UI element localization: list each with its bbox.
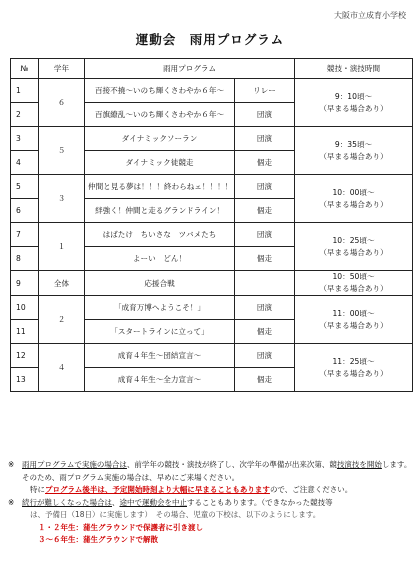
- time-start: 9：35頃〜: [334, 139, 373, 149]
- note-cancellation: [8, 497, 416, 510]
- grade-cell: ５: [39, 127, 85, 175]
- time-cell: [295, 127, 413, 175]
- event-name: 絆強く！仲間と走るグランドライン！: [85, 199, 235, 223]
- note-text: 、前学年の競技・演技が終了し、次学年の準備が出来次第、競: [126, 460, 337, 469]
- event-name: 応援合戦: [85, 271, 235, 296]
- time-start: 10：00頃〜: [332, 187, 375, 197]
- time-start: 11：25頃〜: [332, 356, 375, 366]
- note-text: 続行が難しくなった場合は: [22, 497, 112, 507]
- time-note: （早まる場合あり）: [319, 103, 388, 113]
- program-table: [10, 58, 413, 392]
- event-name: はばたけ ちいさな ツバメたち: [85, 223, 235, 247]
- page-title: 運動会 雨用プログラム: [135, 32, 285, 47]
- event-name: ダイナミックソーラン: [85, 127, 235, 151]
- event-name: 百旗繚乱〜いのち輝くさわやか６年〜: [85, 103, 235, 127]
- row-no: 7: [11, 223, 39, 247]
- dismissal-lower: [8, 522, 416, 535]
- row-no: 5: [11, 175, 39, 199]
- time-note: （早まる場合あり）: [319, 320, 388, 330]
- event-type: 個走: [235, 247, 295, 271]
- row-no: 12: [11, 344, 39, 368]
- event-name: ダイナミック徒競走: [85, 151, 235, 175]
- note-text: 特に: [30, 485, 45, 494]
- note-text: は、予備日（18日）に実施します） その場合、児童の下校は、以下のようにします。: [30, 510, 321, 519]
- grade-cell: ４: [39, 344, 85, 392]
- table-header-row: [11, 59, 413, 79]
- event-type: 団演: [235, 223, 295, 247]
- dismissal-upper: [8, 534, 416, 547]
- event-name: 仲間と見る夢は！！！終わらねェ！！！！: [85, 175, 235, 199]
- grade-cell: ２: [39, 296, 85, 344]
- event-type: 個走: [235, 199, 295, 223]
- event-type: 個走: [235, 151, 295, 175]
- row-no: 1: [11, 79, 39, 103]
- time-start: 10：25頃〜: [332, 235, 375, 245]
- time-cell: [295, 223, 413, 271]
- event-name: 百接不撓〜いのち輝くさわやか６年〜: [85, 79, 235, 103]
- time-start: 10：50頃〜: [332, 272, 375, 281]
- note-highlight: プログラム後半は、予定開始時刻より大幅に早まることもあります: [45, 485, 270, 494]
- time-note: （早まる場合あり）: [319, 247, 388, 257]
- note-early-start: [8, 459, 416, 484]
- row-no: 2: [11, 103, 39, 127]
- note-early-emphasis: [8, 484, 416, 497]
- event-type: 個走: [235, 320, 295, 344]
- note-text: ３〜６年生：蒲生グラウンドで解散: [38, 535, 158, 544]
- row-no: 9: [11, 271, 39, 296]
- note-text: 途中で運動会を中止: [119, 497, 187, 507]
- row-no: 4: [11, 151, 39, 175]
- note-text: することもあります。（できなかった競技等: [187, 497, 333, 507]
- event-type: 団演: [235, 296, 295, 320]
- event-name: よーい どん！: [85, 247, 235, 271]
- row-no: 11: [11, 320, 39, 344]
- grade-cell: １: [39, 223, 85, 271]
- note-text: １・２年生：蒲生グラウンドで保護者に引き渡し: [38, 522, 203, 532]
- time-cell: [295, 344, 413, 392]
- time-cell: [295, 175, 413, 223]
- note-text: ので、ご注意ください。: [269, 485, 353, 494]
- note-text: 、: [112, 497, 120, 507]
- table-row: [11, 296, 413, 320]
- grade-cell: ６: [39, 79, 85, 127]
- time-cell: [295, 79, 413, 127]
- event-type: [235, 271, 295, 296]
- event-name: 成育４年生〜全力宣言〜: [85, 368, 235, 392]
- table-row: [11, 175, 413, 199]
- table-row: [11, 127, 413, 151]
- row-no: 10: [11, 296, 39, 320]
- table-row: [11, 223, 413, 247]
- event-type: リレー: [235, 79, 295, 103]
- event-type: 団演: [235, 103, 295, 127]
- time-start: 11：00頃〜: [332, 308, 375, 318]
- note-text: 技演技を開始: [336, 460, 382, 469]
- row-no: 13: [11, 368, 39, 392]
- note-text: します。そのため、雨プログラム実施の場合は、早めにご来場ください。: [22, 460, 412, 482]
- event-name: 「成育万博へようこそ！」: [85, 296, 235, 320]
- col-header-grade: 学年: [39, 59, 85, 79]
- event-name: 「スタートラインに立って」: [85, 320, 235, 344]
- time-cell: [295, 271, 413, 296]
- event-name: 成育４年生〜団結宣言〜: [85, 344, 235, 368]
- note-mark: ※: [8, 497, 15, 507]
- row-no: 8: [11, 247, 39, 271]
- notes-section: [8, 459, 416, 547]
- col-header-time: 競技・演技時間: [295, 59, 413, 79]
- table-row: [11, 271, 413, 296]
- col-header-no: №: [11, 59, 39, 79]
- col-header-program: 雨用プログラム: [85, 59, 295, 79]
- note-mark: ※: [8, 460, 15, 469]
- note-text: 雨用プログラムで実施の場合は: [22, 460, 127, 469]
- time-cell: [295, 296, 413, 344]
- event-type: 団演: [235, 175, 295, 199]
- grade-cell: 全体: [39, 271, 85, 296]
- time-start: 9：10頃〜: [334, 91, 373, 101]
- school-name: 大阪市立成育小学校: [334, 11, 406, 20]
- event-type: 団演: [235, 127, 295, 151]
- event-type: 個走: [235, 368, 295, 392]
- time-note: （早まる場合あり）: [319, 151, 388, 161]
- note-reserve-day: [8, 509, 416, 522]
- row-no: 6: [11, 199, 39, 223]
- grade-cell: ３: [39, 175, 85, 223]
- time-note: （早まる場合あり）: [319, 368, 388, 378]
- event-type: 団演: [235, 344, 295, 368]
- row-no: 3: [11, 127, 39, 151]
- table-row: [11, 344, 413, 368]
- table-row: [11, 79, 413, 103]
- time-note: （早まる場合あり）: [319, 284, 388, 293]
- time-note: （早まる場合あり）: [319, 199, 388, 209]
